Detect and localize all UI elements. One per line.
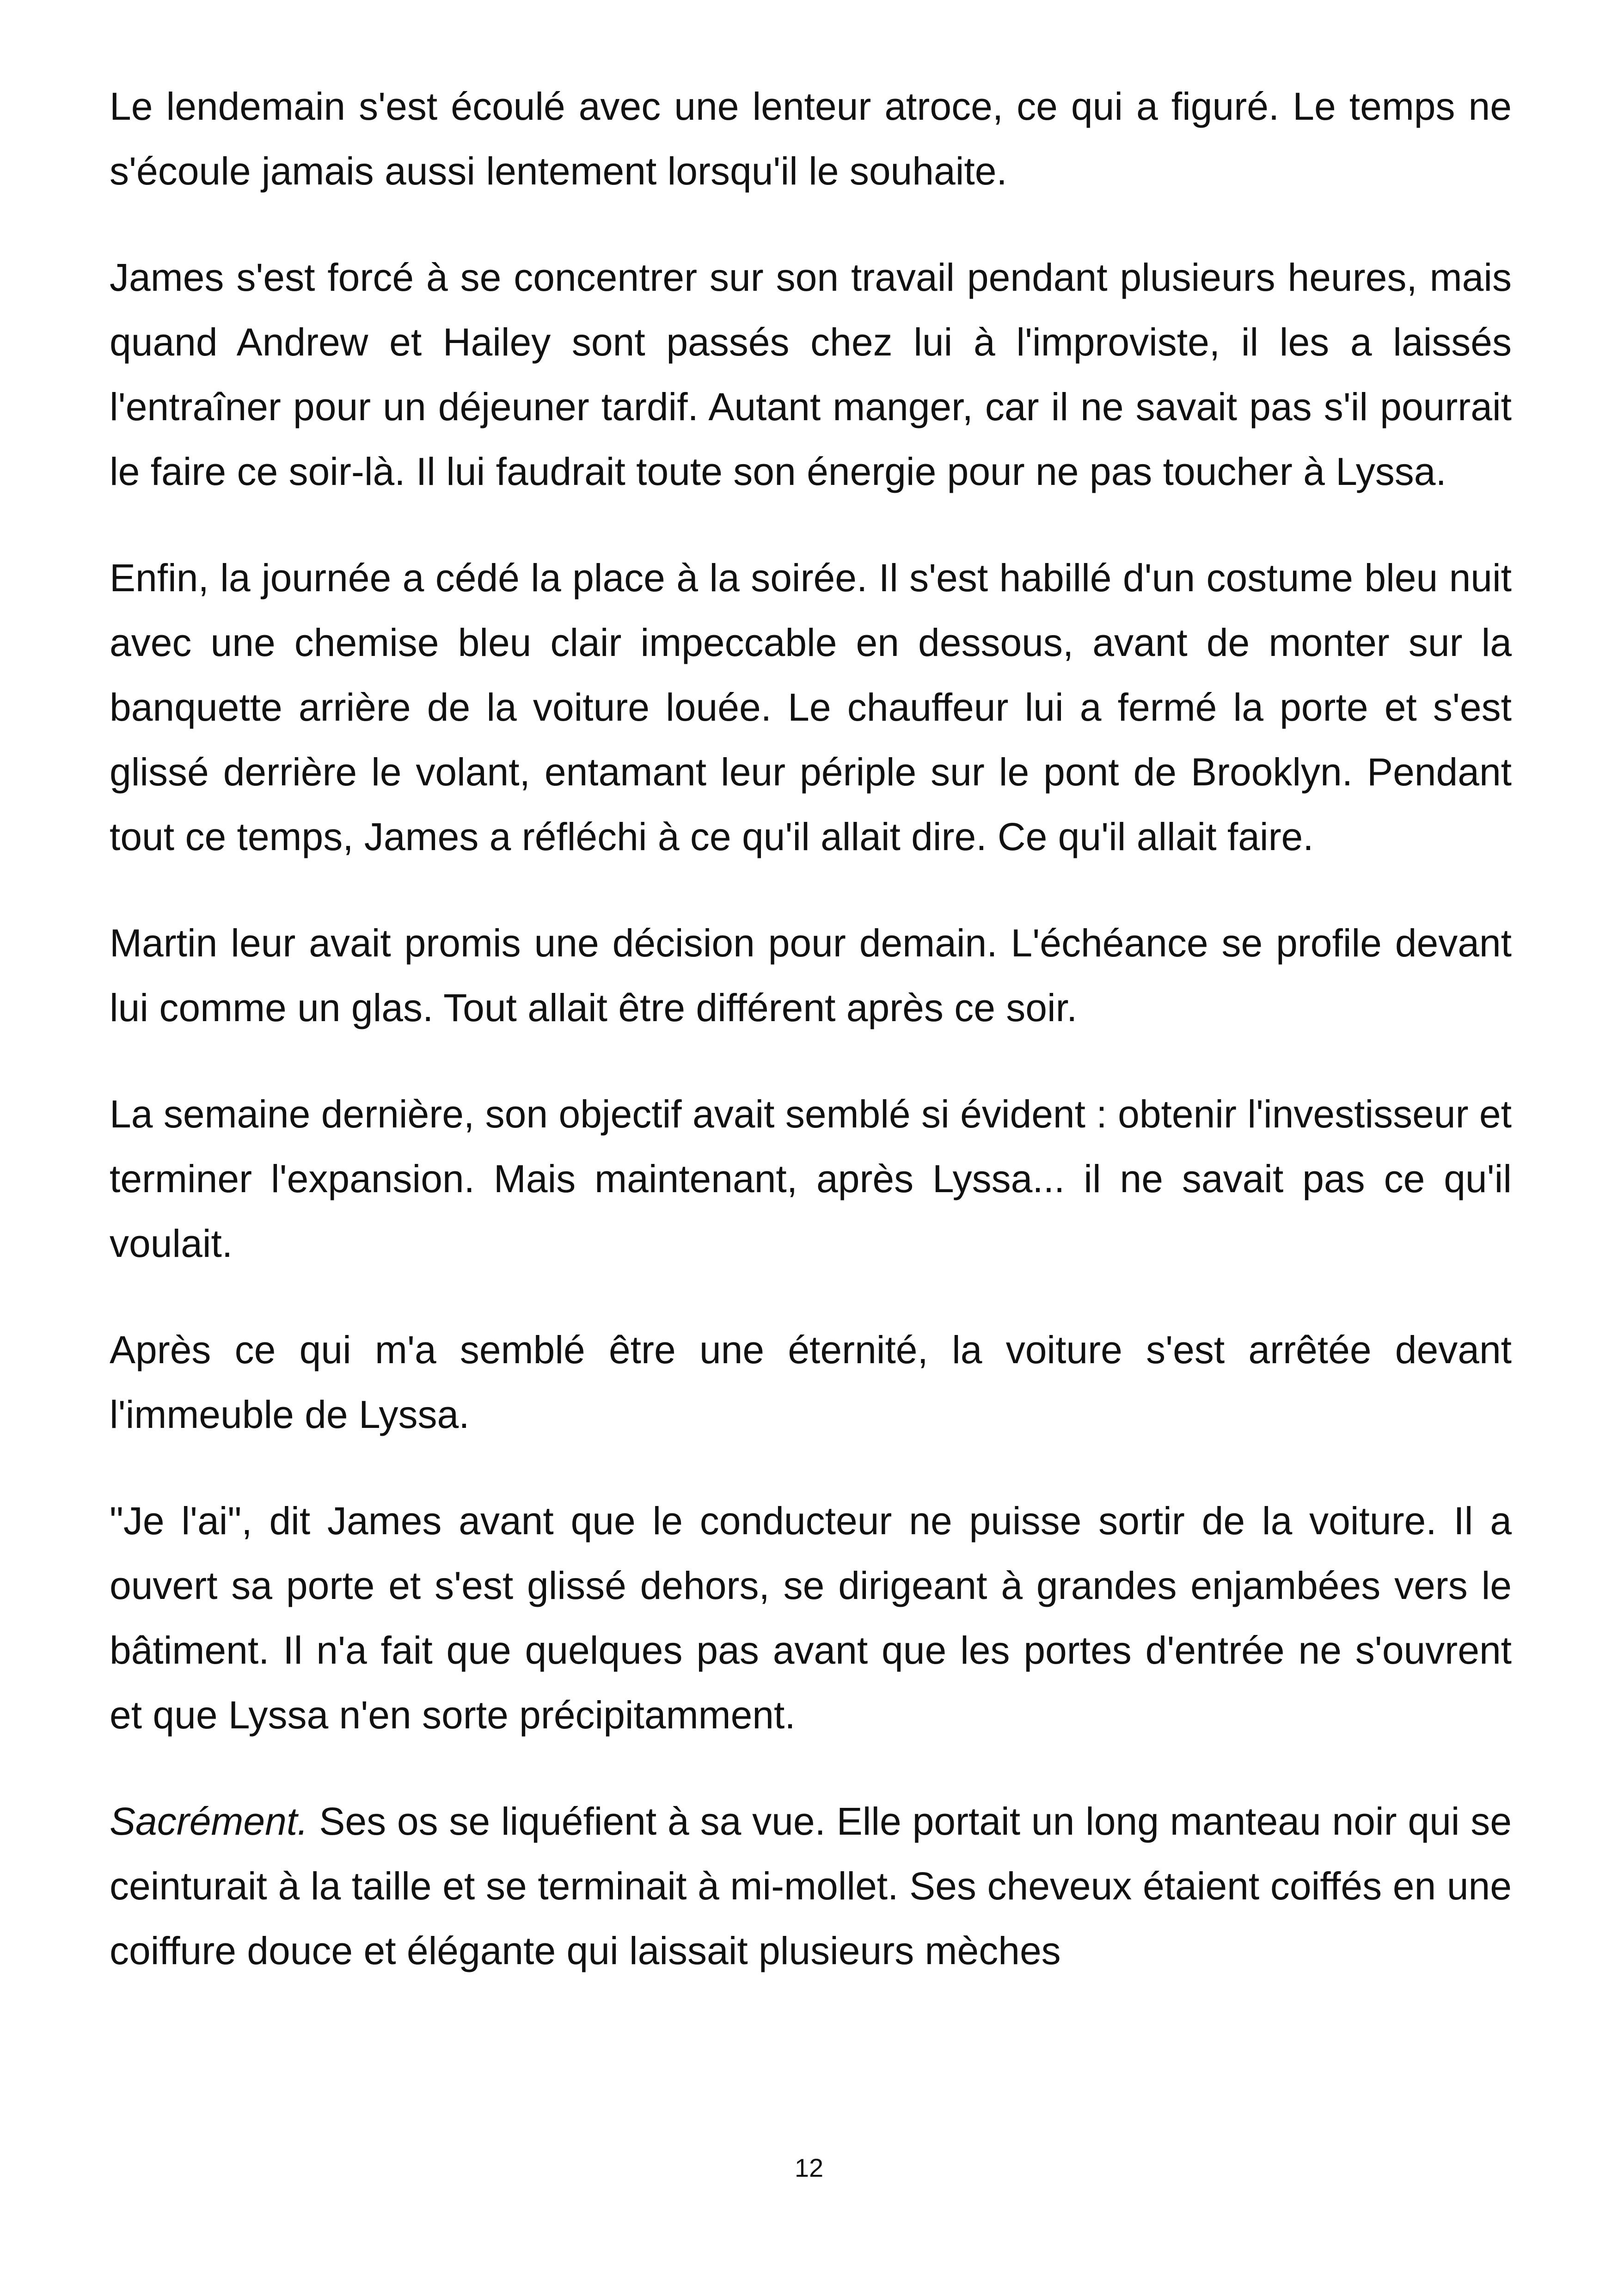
paragraph: Martin leur avait promis une décision pour demain. L'échéance se profile devant lui comme un glas. Tout allait être différent après ce soir. <box>110 921 1512 1029</box>
paragraph: Après ce qui m'a semblé être une éternité, la voiture s'est arrêtée devant l'immeuble de Lyssa. <box>110 1328 1512 1436</box>
body-text <box>110 74 1512 1983</box>
paragraph: La semaine dernière, son objectif avait semblé si évident : obtenir l'investisseur et terminer l'expansion. Mais maintenant, après Lyssa... il ne savait pas ce qu'il voulait. <box>110 1092 1512 1265</box>
page-number: 12 <box>794 2153 824 2182</box>
paragraph <box>110 1789 1512 1983</box>
paragraph: Le lendemain s'est écoulé avec une lenteur atroce, ce qui a figuré. Le temps ne s'écoule jamais aussi lentement lorsqu'il le souhaite. <box>110 85 1512 193</box>
paragraph: "Je l'ai", dit James avant que le conducteur ne puisse sortir de la voiture. Il a ouvert sa porte et s'est glissé dehors, se dirigeant à grandes enjambées vers le bâtiment. Il n'a fait que quelques pas avant que les portes d'entrée ne s'ouvrent et que Lyssa n'en sorte précipitamment. <box>110 1499 1512 1737</box>
emphasized-word: Sacrément. <box>110 1800 308 1843</box>
paragraph: James s'est forcé à se concentrer sur son travail pendant plusieurs heures, mais quand Andrew et Hailey sont passés chez lui à l'improviste, il les a laissés l'entraîner pour un déjeuner tardif. Autant manger, car il ne savait pas s'il pourrait le faire ce soir-là. Il lui faudrait toute son énergie pour ne pas toucher à Lyssa. <box>110 256 1512 493</box>
paragraph-continuation: Ses os se liquéfient à sa vue. Elle portait un long manteau noir qui se ceinturait à la taille et se terminait à mi-mollet. Ses cheveux étaient coiffés en une coiffure douce et élégante qui laissait plusieurs mèches <box>110 1800 1512 1972</box>
paragraph: Enfin, la journée a cédé la place à la soirée. Il s'est habillé d'un costume bleu nuit avec une chemise bleu clair impeccable en dessous, avant de monter sur la banquette arrière de la voiture louée. Le chauffeur lui a fermé la porte et s'est glissé derrière le volant, entamant leur périple sur le pont de Brooklyn. Pendant tout ce temps, James a réfléchi à ce qu'il allait dire. Ce qu'il allait faire. <box>110 556 1512 858</box>
